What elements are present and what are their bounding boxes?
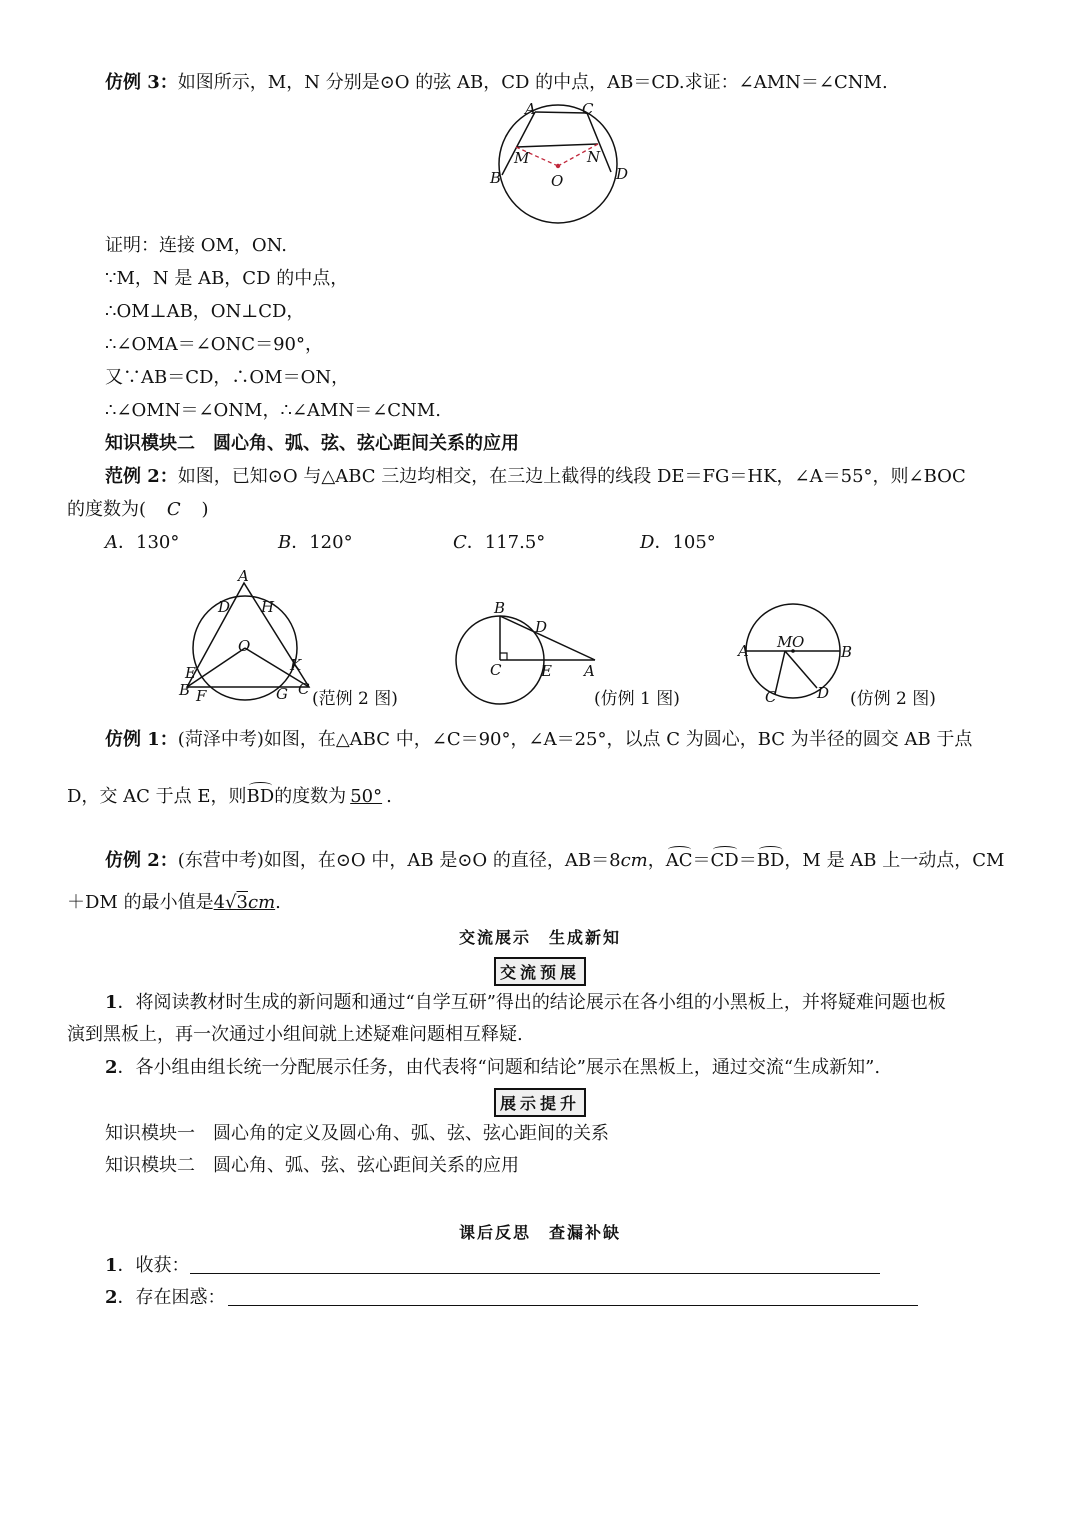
fig2-label-b: B [494, 600, 506, 617]
fig3-label-a: A [738, 642, 749, 660]
figure-imitate3 [480, 100, 640, 230]
reflection-confusion-label: 2．存在困惑： [105, 1287, 226, 1308]
arc-cd: CD [711, 848, 739, 874]
imitate2-answer: 4√3cm [213, 892, 276, 913]
imitate3-text: 如图所示，M，N 分别是⊙O 的弦 AB，CD 的中点，AB＝CD.求证：∠AMN＝∠CNM. [177, 72, 888, 93]
arc-bd2: BD [757, 848, 785, 874]
label-a: A [525, 100, 536, 118]
imitate3-statement [105, 70, 888, 96]
badge-show-improve: 展示提升 [494, 1088, 586, 1117]
example2-line1 [105, 464, 966, 490]
label-c: C [582, 100, 594, 118]
center-point [556, 164, 560, 168]
proof-line-1: 证明：连接 OM，ON. [105, 235, 287, 256]
proof-line-3: ∴OM⊥AB，ON⊥CD， [105, 301, 305, 322]
imitate1-text1: (菏泽中考)如图，在△ABC 中，∠C＝90°，∠A＝25°，以点 C 为圆心，BC 为半径的圆交 AB 于点 [177, 729, 973, 750]
label-d: D [616, 165, 629, 183]
badge-exchange-preview: 交流预展 [494, 957, 586, 986]
example2-line2 [67, 497, 209, 523]
fig3-label-m: M [777, 633, 793, 651]
fig1-label-b: B [179, 681, 191, 699]
fig1-label-h: H [261, 598, 275, 616]
fig2-caption: (仿例 1 图) [594, 689, 680, 709]
fig3-label-o: O [792, 633, 805, 651]
figure-imitate2 [733, 600, 863, 706]
reflection-gain-blank[interactable] [190, 1272, 880, 1274]
section1-module1: 知识模块一 圆心角的定义及圆心角、弧、弦、弦心距间的关系 [105, 1123, 609, 1144]
imitate2-line1: 仿例 2：(东营中考)如图，在⊙O 中，AB 是⊙O 的直径，AB＝8cm，AC＝CD＝BD，M 是 AB 上一动点，CM [105, 848, 1004, 874]
figure-imitate1 [450, 600, 600, 706]
section1-item1-cont: 演到黑板上，再一次通过小组间就上述疑难问题相互释疑. [67, 1024, 523, 1045]
section1-heading: 交流展示 生成新知 [458, 928, 621, 947]
fig3-label-c: C [765, 688, 777, 706]
arc-ac: AC [666, 848, 693, 874]
label-o: O [551, 172, 564, 190]
fig1-label-f: F [196, 687, 207, 705]
fig2-label-d: D [535, 618, 548, 636]
proof-line-4: ∴∠OMA＝∠ONC＝90°， [105, 334, 323, 355]
imitate3-label: 仿例 3： [105, 72, 178, 93]
proof-line-6: ∴∠OMN＝∠ONM，∴∠AMN＝∠CNM. [105, 400, 441, 421]
example2-label: 范例 2： [105, 466, 178, 487]
module2-title: 知识模块二 圆心角、弧、弦、弦心距间关系的应用 [105, 433, 519, 454]
proof-line-2: ∵M，N 是 AB，CD 的中点， [105, 268, 349, 289]
section1-item2: 2．各小组由组长统一分配展示任务，由代表将“问题和结论”展示在黑板上，通过交流“生成新知”. [105, 1057, 881, 1078]
fig1-label-g: G [276, 685, 288, 703]
reflection-gain-label: 1．收获： [105, 1255, 190, 1276]
example2-option-c: C．117.5° [453, 532, 546, 553]
section2-heading: 课后反思 查漏补缺 [458, 1223, 621, 1242]
reflection-confusion-blank[interactable] [228, 1304, 918, 1306]
fig2-label-a: A [584, 662, 595, 680]
fig3-label-b: B [841, 643, 853, 661]
imitate1-label: 仿例 1： [105, 729, 178, 750]
label-m: M [514, 149, 530, 167]
fig1-label-e: E [185, 664, 196, 682]
figure-example2 [172, 565, 312, 707]
fig1-label-d: D [218, 598, 231, 616]
segment-mn [516, 144, 598, 147]
label-b: B [490, 169, 502, 187]
example2-option-a: A．130° [105, 532, 180, 553]
fig1-label-c: C [298, 680, 310, 698]
imitate2-label: 仿例 2： [105, 850, 178, 871]
proof-line-5: 又∵AB＝CD，∴OM＝ON， [105, 367, 350, 388]
example2-answer: C [166, 499, 181, 520]
fig3-label-d: D [817, 684, 830, 702]
fig1-label-a: A [238, 567, 249, 585]
label-n: N [587, 148, 601, 166]
example2-option-b: B．120° [278, 532, 353, 553]
fig1-caption: (范例 2 图) [312, 689, 398, 709]
example2-option-d: D．105° [640, 532, 716, 553]
example2-text2-pre: 的度数为( [67, 499, 147, 520]
example2-text2-post: ) [201, 499, 209, 520]
chord-ac [535, 112, 587, 113]
fig2-label-c: C [490, 661, 502, 679]
fig2-label-e: E [541, 662, 552, 680]
imitate2-line2: ＋DM 的最小值是4√3cm. [67, 892, 281, 913]
imitate1-line1 [105, 727, 972, 753]
section1-item1: 1．将阅读教材时生成的新问题和通过“自学互研”得出的结论展示在各小组的小黑板上，并将疑难问题也板 [105, 992, 946, 1013]
fig1-label-k: K [290, 656, 302, 674]
arc-bd: BD [247, 784, 275, 810]
fig1-label-o: O [238, 637, 251, 655]
imitate1-answer: 50° [350, 786, 383, 807]
section1-module2: 知识模块二 圆心角、弧、弦、弦心距间关系的应用 [105, 1155, 519, 1176]
example2-text1: 如图，已知⊙O 与△ABC 三边均相交，在三边上截得的线段 DE＝FG＝HK，∠A＝55°，则∠BOC [177, 466, 966, 487]
imitate1-line2: D，交 AC 于点 E，则BD的度数为 50° . [67, 784, 392, 810]
fig3-caption: (仿例 2 图) [850, 689, 936, 709]
